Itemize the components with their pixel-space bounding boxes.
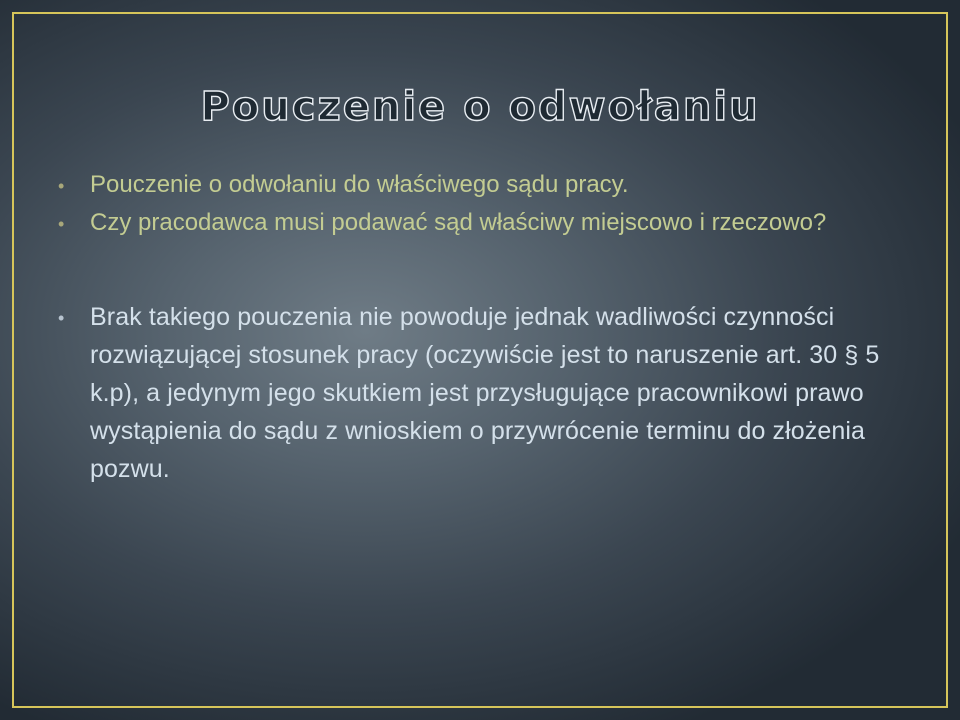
bullet-item-1: [58, 166, 898, 204]
bullet-list: [58, 166, 898, 488]
bullet-text: Pouczenie o odwołaniu do właściwego sądu pracy.: [90, 171, 629, 198]
bullet-dot-icon: •: [58, 214, 65, 234]
bullet-item-3: [58, 298, 898, 488]
slide-title: Pouczenie o odwołaniu: [200, 84, 760, 130]
bullet-dot-icon: •: [58, 308, 65, 328]
bullet-text: Brak takiego pouczenia nie powoduje jednak wadliwości czynności rozwiązującej stosunek pracy (oczywiście jest to naruszenie art. 30 § 5 k.p), a jedynym jego skutkiem jest przysługujące pracownikowi prawo wystąpienia do sądu z wnioskiem o przywrócenie terminu do złożenia pozwu.: [90, 303, 880, 483]
bullet-item-2: [58, 204, 898, 242]
bullet-text: Czy pracodawca musi podawać sąd właściwy miejscowo i rzeczowo?: [90, 209, 827, 236]
bullet-dot-icon: •: [58, 176, 65, 196]
